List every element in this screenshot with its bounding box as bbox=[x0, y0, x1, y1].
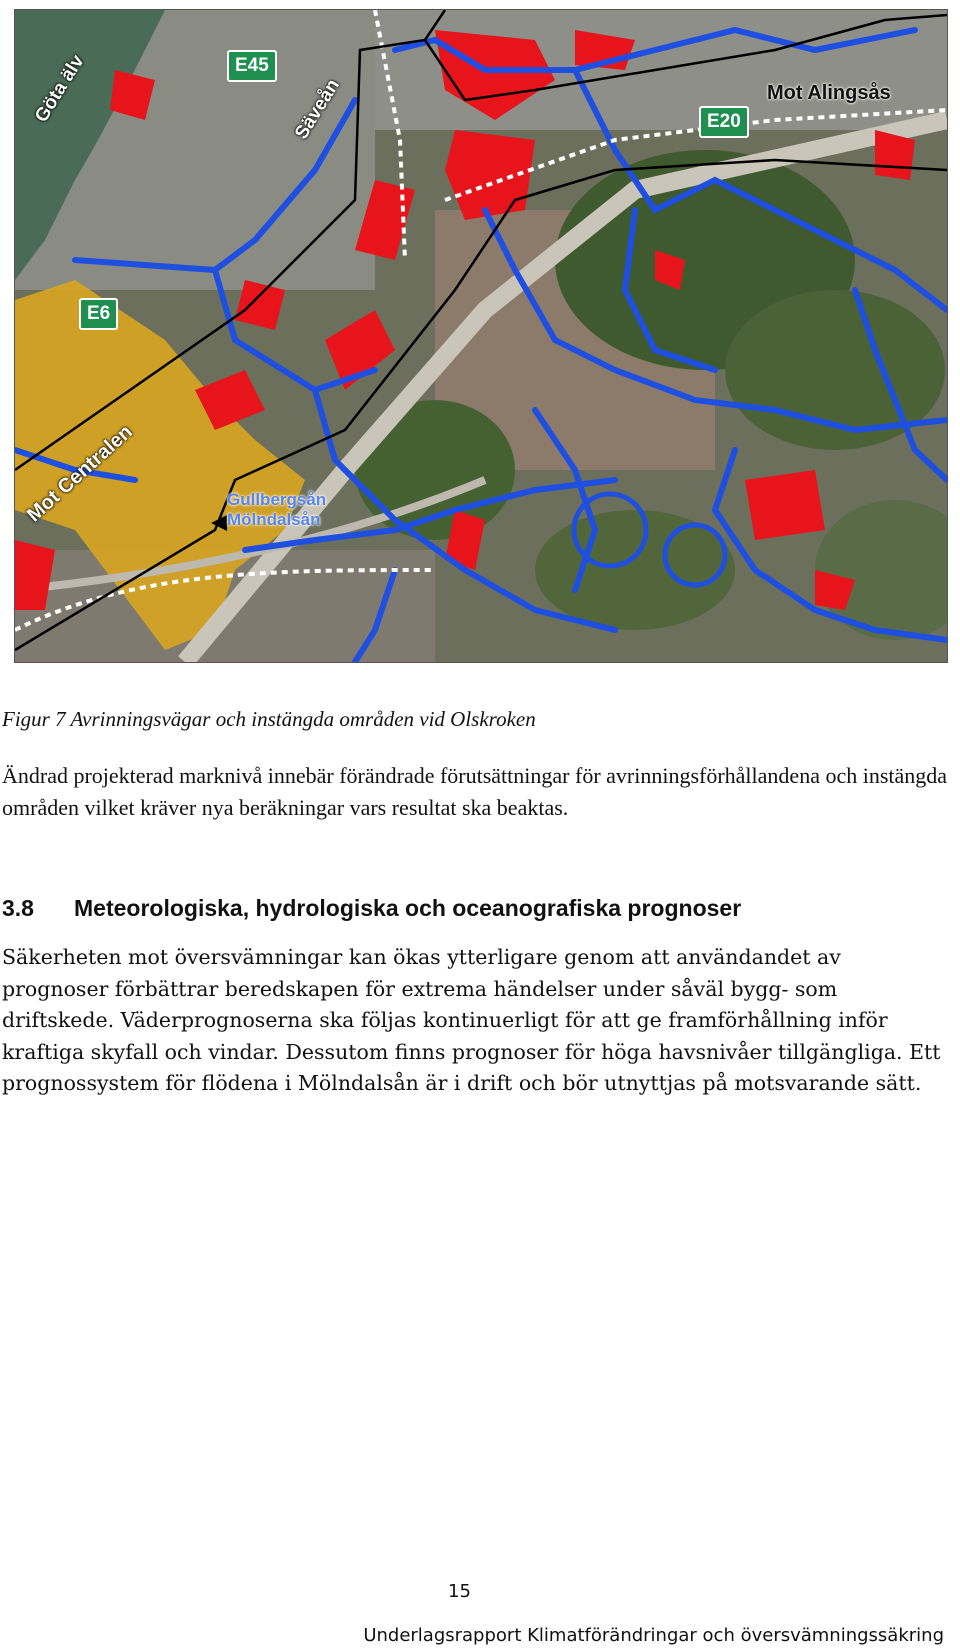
mot-alingsas-label: Mot Alingsås bbox=[767, 82, 891, 104]
footer-text: Underlagsrapport Klimatförändringar och översvämningssäkring bbox=[363, 1625, 944, 1646]
gota-alv-label: Göta älv bbox=[31, 51, 89, 127]
map-graphic bbox=[15, 10, 947, 662]
e45-shield: E45 bbox=[227, 50, 277, 82]
molndalsan-label: Mölndalsån bbox=[227, 510, 321, 529]
e20-shield: E20 bbox=[699, 106, 749, 138]
page-number: 15 bbox=[448, 1581, 471, 1602]
e6-shield: E6 bbox=[79, 298, 118, 330]
section-number: 3.8 bbox=[2, 895, 34, 921]
section-heading bbox=[2, 895, 741, 922]
section-title: Meteorologiska, hydrologiska och oceanografiska prognoser bbox=[74, 895, 742, 921]
aerial-map bbox=[14, 9, 948, 663]
paragraph-1: Ändrad projekterad marknivå innebär förändrade förutsättningar för avrinningsförhållandena och instängda områden vilket kräver nya beräkningar vars resultat ska beaktas. bbox=[2, 763, 948, 820]
figure-caption: Figur 7 Avrinningsvägar och instängda områden vid Olskroken bbox=[2, 707, 536, 731]
paragraph-2: Säkerheten mot översvämningar kan ökas ytterligare genom att användandet av prognoser förbättrar beredskapen för extrema händelser under såväl bygg- som driftskede. Väderprognoserna ska följas kontinuerligt för att ge framförhållning inför kraftiga skyfall och vindar. Dessutom finns prognoser för höga havsnivåer tillgängliga. Ett prognossystem för flödena i Mölndalsån är i drift och bör utnyttjas på motsvarande sätt. bbox=[2, 945, 941, 1095]
mot-centralen-label: Mot Centralen bbox=[23, 420, 137, 527]
gullbergsan-label: Gullbergsån bbox=[227, 490, 327, 509]
savean-label: Säveån bbox=[291, 75, 345, 144]
